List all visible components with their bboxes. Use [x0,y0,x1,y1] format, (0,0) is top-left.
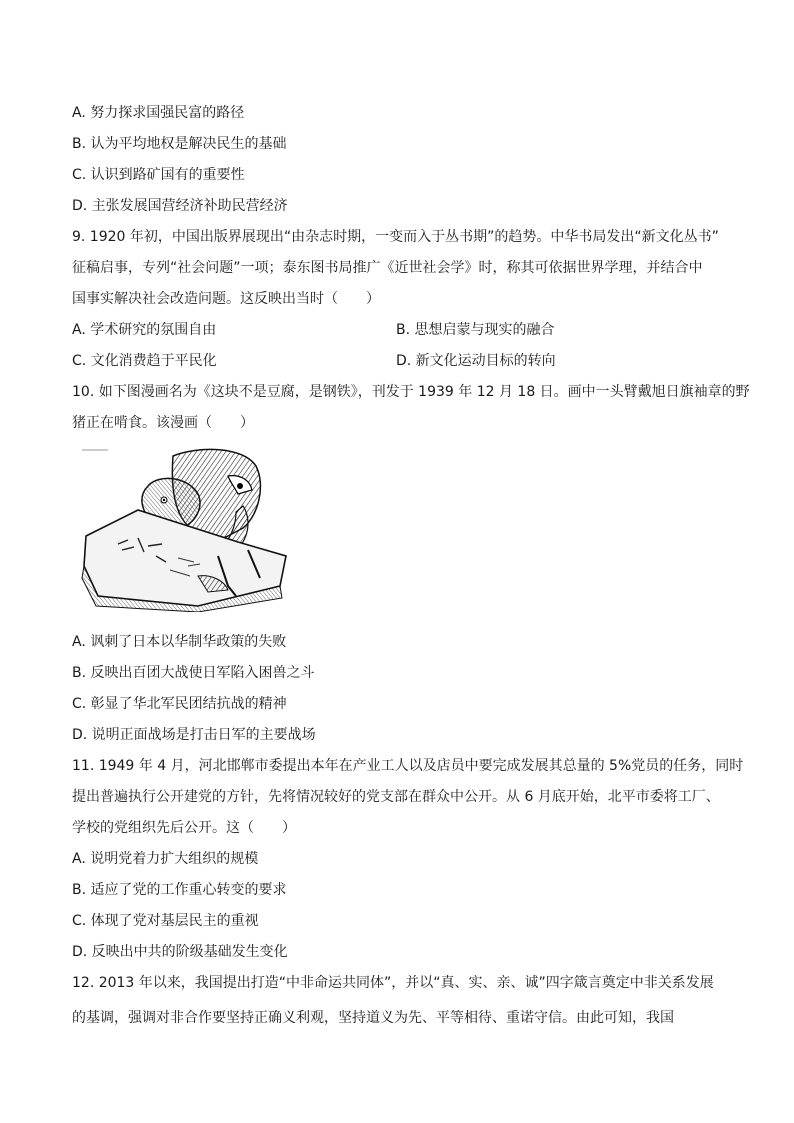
q9-option-a: A. 学术研究的氛围自由 [72,322,217,338]
q9-stem-line-1: 9. 1920 年初，中国出版界展现出“由杂志时期，一变而入于丛书期”的趋势。中华书局发出“新文化丛书” [72,229,719,245]
q8-option-a: A. 努力探求国强民富的路径 [72,105,245,121]
q9-option-b: B. 思想启蒙与现实的融合 [396,322,555,338]
q8-option-d: D. 主张发展国营经济补助民营经济 [72,198,288,214]
q10-stem-line-1: 10. 如下图漫画名为《这块不是豆腐，是钢铁》，刊发于 1939 年 12 月 18 日。画中一头臂戴旭日旗袖章的野 [72,384,750,400]
q10-option-b: B. 反映出百团大战使日军陷入困兽之斗 [72,665,315,681]
q9-option-d: D. 新文化运动目标的转向 [396,353,556,369]
q11-option-a: A. 说明党着力扩大组织的规模 [72,851,259,867]
q11-stem-line-3: 学校的党组织先后公开。这（ ） [72,820,296,836]
q9-stem-line-3: 国事实解决社会改造问题。这反映出当时（ ） [72,291,380,307]
q9-option-c: C. 文化消费趋于平民化 [72,353,217,369]
q11-stem-line-1: 11. 1949 年 4 月，河北邯郸市委提出本年在产业工人以及店员中要完成发展其总量的 5%党员的任务，同时 [72,758,744,774]
q12-stem-line-1: 12. 2013 年以来，我国提出打造“中非命运共同体”，并以“真、实、亲、诚”四字箴言奠定中非关系发展 [72,975,714,991]
q10-stem-line-2: 猪正在啃食。该漫画（ ） [72,415,254,431]
q8-option-b: B. 认为平均地权是解决民生的基础 [72,136,287,152]
cartoon-image [78,446,298,612]
q11-option-d: D. 反映出中共的阶级基础发生变化 [72,944,288,960]
q11-stem-line-2: 提出普遍执行公开建党的方针，先将情况较好的党支部在群众中公开。从 6 月底开始，北平市委将工厂、 [72,789,720,805]
q11-option-c: C. 体现了党对基层民主的重视 [72,913,259,929]
q10-option-d: D. 说明正面战场是打击日军的主要战场 [72,727,316,743]
q12-stem-line-2: 的基调，强调对非合作要坚持正确义利观，坚持道义为先、平等相待、重诺守信。由此可知，我国 [72,1010,674,1026]
q10-option-c: C. 彰显了华北军民团结抗战的精神 [72,696,287,712]
q8-option-c: C. 认识到路矿国有的重要性 [72,167,245,183]
q10-option-a: A. 讽刺了日本以华制华政策的失败 [72,634,287,650]
q9-stem-line-2: 征稿启事，专列“社会问题”一项；泰东图书局推广《近世社会学》时，称其可依据世界学理，并结合中 [72,260,703,276]
q11-option-b: B. 适应了党的工作重心转变的要求 [72,882,287,898]
